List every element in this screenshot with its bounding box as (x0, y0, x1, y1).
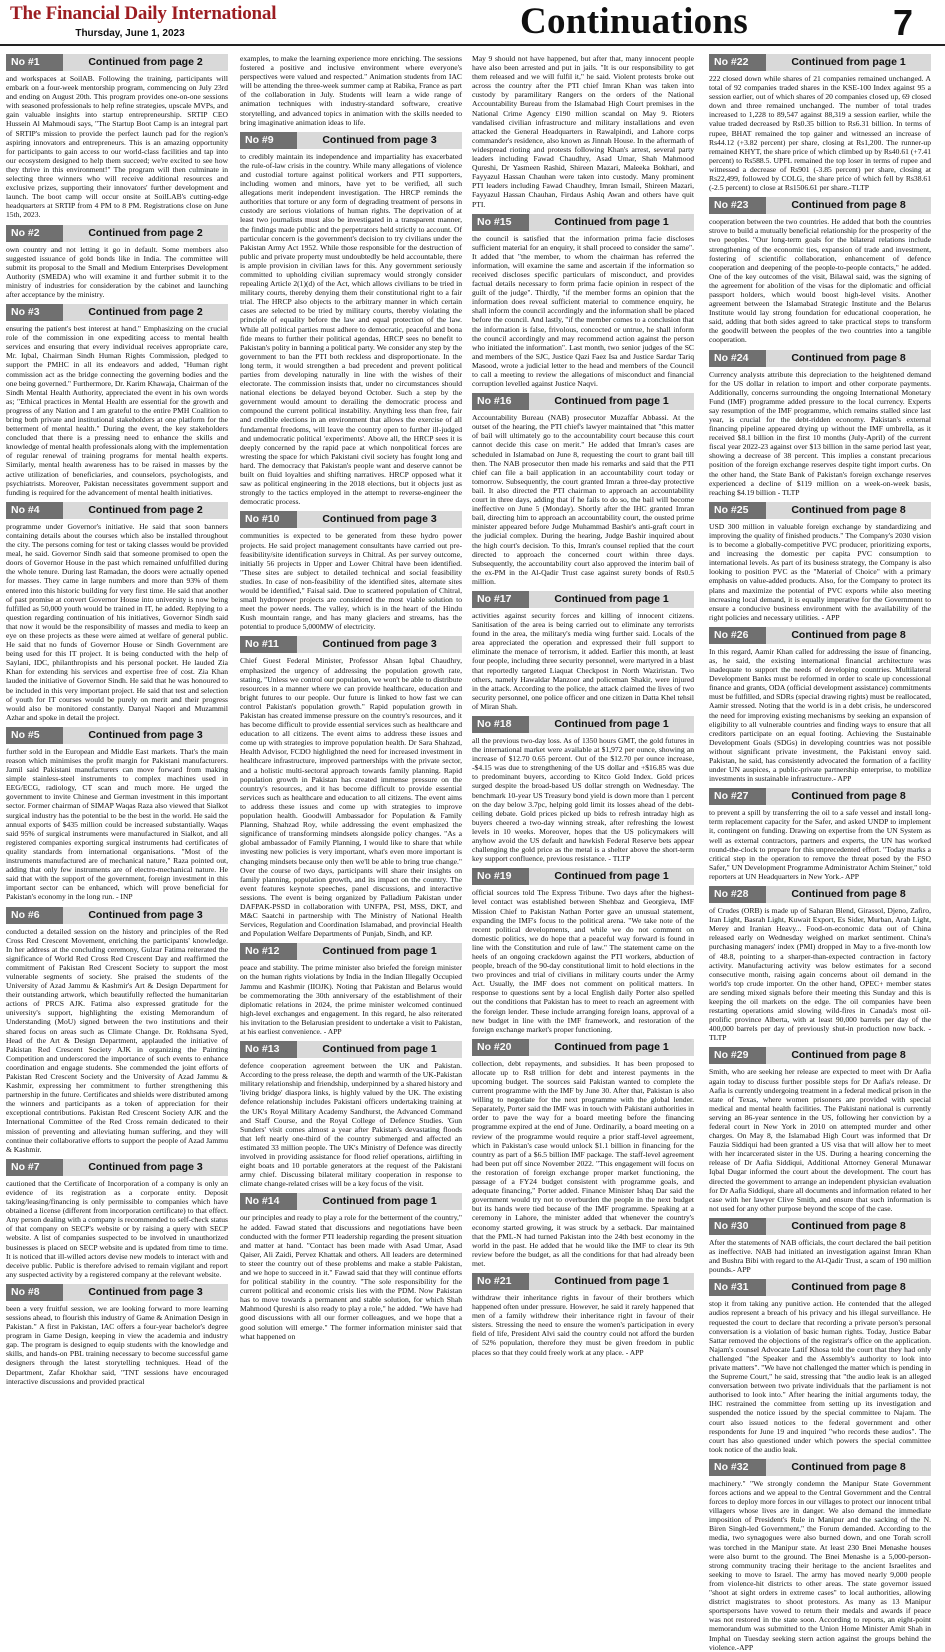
story-body: communities is expected to be generated from these hydro power projects. He said project management consultants have carried out pre-feasibility/site identification surveys in Chitral. As per survey outcome, initially 56 projects in Upper and Lower Chitral have been identified. "These sites are subject to detailed technical and social feasibility studies. In case of non-feasibility of the identified sites, alternate sites would be identified," Faisal said. Due to scattered population of Chitral, small hydropower projects are considered the most viable solution to meet the power needs. The valley, which is in the heart of the Hindu Kush mountain range, and has many glaciers and streams, has the potential to produce 5,000MW of electricity. (240, 531, 462, 632)
story-header (709, 350, 931, 367)
story-number: No #11 (240, 636, 297, 653)
story-body: defence cooperation agreement between the UK and Pakistan. According to the press release, the depth and warmth of the UK-Pakistan military relationship and friendship, underpinned by a shared history and 'living bridge' diaspora links, is highly valued by the UK. The existing defence relationship includes Pakistani officers undertaking training at the UK's Royal Military Academy Sandhurst, the Advanced Command and Staff Course, and the Royal College of Defence Studies. 'Gun Sunders' visit comes almost a year after Pakistan's devastating floods that left nearly one-third of the country submerged and affected an estimated 33 million people. The UK's Ministry of Defence was directly involved in providing assistance for flood relief operations, airlifting in eight boats and 10 portable generators at the request of the Pakistani army chief. Discussing bilateral military cooperation in response to climate change-related crises will be a key focus of the visit. (240, 1061, 462, 1189)
continuation-story (240, 54, 462, 127)
continuation-story (6, 304, 228, 497)
story-body: May 9 should not have happened, but after that, many innocent people have also been arrested and put in jails. "It is our responsibility to get them released and we will fulfil it," he said. Violent protests broke out across the country after the PTI chief Imran Khan was taken into custody by paramilitary Rangers on the orders of the National Accountability Bureau from the Islamabad High Court premises in the National Crime Agency £190 million scandal on May 9. Rioters vandalised civilian infrastructure and military installations and even attacked the General Headquarters in Rawalpindi, and Lahore corps commander's residence, also known as Jinnah House. In the aftermath of widespread rioting and protests following Khan's arrest, several party leaders including Fawad Chaudhry, Asad Umar, Shah Mahmood Qureshi, Dr Yasmeen Rashid, Shireen Mazari, Maleeka Bokhari, and Fayyazul Hassan Chauhan were taken into custody. Many prominent PTI leaders including Fawad Chaudhry, Imran Ismail, Shireen Mazari, Fayyazul Hassan Chauhan, Firdaus Ashiq Awan and others have quit PTI. (472, 54, 694, 209)
column-1 (6, 54, 228, 1526)
story-body: examples, to make the learning experience more enriching. The sessions fostered a positive and inclusive environment where everyone's perspectives were valued and respected." Animation students from IAC will be attending the three-week summer camp at Rabika, France as part of the collaboration in July. Students will learn a wide range of animation techniques with industry-standard software, creative storytelling, and advanced topics in animation with the skills needed to bring imaginative animation ideas to life. (240, 54, 462, 127)
story-number: No #26 (709, 627, 766, 644)
continued-from-label: Continued from page 8 (766, 350, 931, 367)
story-number: No #8 (6, 1284, 63, 1301)
story-body: After the statements of NAB officials, the court declared the bail petition as ineffective. NAB had initiated an investigation against Imran Khan and Bushra Bibi with regard to the Al-Qadir Trust, a scam of 190 million pounds.- APP (709, 1237, 931, 1275)
story-number: No #14 (240, 1193, 297, 1210)
continued-from-label: Continued from page 3 (297, 132, 462, 149)
continuation-story (472, 1039, 694, 1268)
story-body: withdraw their inheritance rights in favour of their brothers which happened often under pressure. However, he said it rarely happened that men of a family withdrew their inheritance right in favour of their sisters. Stressing the need to ensure the women's participation in every field of life, President Alvi said the country could not afford the burden of 52% population, therefore they must be given freedom in public places so that they could freely work at any place. - APP (472, 1292, 694, 1357)
story-body: of Crudes (ORB) is made up of Saharan Blend, Girassol, Djeno, Zafiro, Iran Light, Basrah Light, Kuwait Export, Es Sider, Murban, Arab Light, Merey and Iranian Heavy... Food-on-economic data out of China released early on Wednesday weighed on market sentiment. China's purchasing managers' index (PMI) dropped in May to a five-month low of 48.8, pointing to a sharper-than-expected contraction in factory activity. Manufacturing activity was below estimates for a second consecutive month, raising again concerns about oil demand in the world's top crude importer. On the other hand, OPEC+ member states are sending mixed signals before their meeting this Sunday and this is keeping the oil markets on the edge. The oil companies have been restarting operations amid slowing wild-fires in Canada's most oil-prolific province Alberta, with at least 90,000 barrels per day of the 400,000 barrels per day of previously shut-in production now back. - TLTP (709, 906, 931, 1043)
story-body: the council is satisfied that the information prima facie discloses sufficient material for an enquiry, it shall proceed to consider the same". It added that "the member, to whom the chairman has referred the information, will examine the same and ascertain if the information so received discloses specific particulars of misconduct, and provides factual details necessary to form prima facie opinion in respect of the guilt of the judge". Thirdly, "if the member forms an opinion that the information does reveal sufficient material to commence enquiry, he shall inform the council accordingly and the information shall be placed before the council. And lastly, "if the member comes to a conclusion that the information is false, frivolous, concocted or untrue, he shall inform the council accordingly and may recommend action against the person who initiated the information". Last month, two senior judges of the SC and members of the SJC, Justice Qazi Faez Isa and Justice Sardar Tariq Masood, wrote a judicial letter to the head and members of the Council to call a meeting to review the allegations of misconduct and financial corruption levelled against Justice Naqvi. (472, 233, 694, 389)
story-header (240, 636, 462, 653)
continued-from-label: Continued from page 8 (766, 1459, 931, 1476)
story-number: No #27 (709, 788, 766, 805)
continuation-story (709, 886, 931, 1042)
continuation-story (709, 54, 931, 192)
story-number: No #13 (240, 1041, 297, 1058)
continued-from-label: Continued from page 3 (63, 907, 228, 924)
story-number: No #17 (472, 591, 529, 608)
issue-date: Thursday, June 1, 2023 (75, 28, 185, 39)
story-header (6, 54, 228, 71)
story-number: No #23 (709, 197, 766, 214)
continuation-story (472, 393, 694, 586)
story-number: No #30 (709, 1218, 766, 1235)
continued-from-label: Continued from page 2 (63, 304, 228, 321)
continued-from-label: Continued from page 3 (297, 511, 462, 528)
continuation-story (709, 788, 931, 881)
continued-from-label: Continued from page 3 (63, 1159, 228, 1176)
story-body: 222 closed down while shares of 21 companies remained unchanged. A total of 92 companies traded shares in the KSE-100 Index against 95 a session earlier, out of which shares of 20 companies closed up, 69 closed down and three remained unchanged. The number of total trades increased to 1,228 to 89,547 against 88,319 a session earlier, while the value traded decreased by Rs0.35 billion to Rs6.31 billion. In terms of rupee, BHAT remained the top gainer and witnessed an increase of Rs44.12 (+3.82 percent) per share, closing at Rs1,200. The runner-up remained KHYT, the share price of which climbed up by Rs40.61 (+7.41 percent) to Rs588.5. UPFL remained the top loser in terms of rupee and witnessed a decrease of Rs901 (-3.85 percent) per share, closing at Rs22,499, followed by COLG, the share price of which fell by Rs38.61 (-2.5 percent) to close at Rs1506.61 per share.-TLTP (709, 74, 931, 193)
story-number: No #32 (709, 1459, 766, 1476)
story-body: to prevent a spill by transferring the oil to a safe vessel and install long-term replacement capacity for the Safer, and asked UNDP to implement it, contingent on funding. Drawing on expertise from the UN System as well as external contractors, partners and experts, the UN has worked round-the-clock to prepare for this unprecedented effort. "Today marks a critical step in the operation to remove the threat posed by the FSO Safer," UN Development Programme Administrator Achim Steiner," told reporters at UN Headquarters in New York.- APP (709, 808, 931, 881)
story-header (240, 943, 462, 960)
continued-from-label: Continued from page 1 (766, 54, 931, 71)
continuation-story (6, 727, 228, 902)
story-number: No #21 (472, 1273, 529, 1290)
continued-from-label: Continued from page 1 (297, 943, 462, 960)
story-header (6, 1159, 228, 1176)
continued-from-label: Continued from page 1 (529, 214, 694, 231)
story-header (6, 1284, 228, 1301)
story-header (472, 214, 694, 231)
story-body: own country and not letting it go in default. Some members also suggested issuance of gold bonds like in India. The committee will submit its proposal to the Small and Medium Enterprises Development Authority (SMEDA) who will examine it and further submit it to the ministry of industries for consideration by the cabinet and launching after acceptance by the ministry. (6, 244, 228, 299)
continued-from-label: Continued from page 1 (529, 1039, 694, 1056)
continued-from-label: Continued from page 8 (766, 886, 931, 903)
story-body: official sources told The Express Tribune. Two days after the highest-level contact was established between Shehbaz and Georgieva, IMF Mission Chief to Pakistan Nathan Porter gave an unusual statement, expanding the IMF's focus to the political arena. "We take note of the recent political developments, and while we do not comment on domestic politics, we do hope that a peaceful way forward is found in line with the Constitution and rule of law." The statement came on the heels of an ongoing crackdown against the PTI workers, abduction of people, breach of the 90-day constitutional limit to hold elections in the two provinces and trial of civilians in military courts under the Army Act. Usually, the IMF does not comment on political matters. In response to questions sent by a local English daily Porter also spelled out the conditions that Pakistan has to meet to reach an agreement with the foreign lender. These include arranging foreign loans, approval of a new budget in line with the IMF framework, and restoration of the foreign exchange market's proper functioning. (472, 888, 694, 1034)
story-header (472, 393, 694, 410)
continued-from-label: Continued from page 3 (63, 727, 228, 744)
continued-from-label: Continued from page 3 (63, 1284, 228, 1301)
story-number: No #12 (240, 943, 297, 960)
continuation-story (6, 1159, 228, 1279)
continuation-story (240, 132, 462, 507)
story-body: Currency analysts attribute this depreciation to the heightened demand for the US dollar in relation to import and other corporate payments. Additionally, concerns surrounding the ongoing International Monetary Fund (IMF) programme added pressure to the local currency. Experts say resumption of the IMF programme, which remains stalled since last year, is crucial for the debt-ridden economy. Pakistan's external financing pipeline appeared drying up without the IMF umbrella, as it received $8.1 billion in the first 10 months (July-April) of the current fiscal year 2022-23 against over $13 billion in the same period last year, showing a decrease of 38 percent. This implies a constant precarious position of the foreign exchange reserves despite tight import curbs. On the other hand, the State Bank of Pakistan's foreign exchange reserves experienced a decline of $119 million on a week-on-week basis, reaching $4.19 billion - TLTP (709, 369, 931, 497)
column-4 (709, 54, 931, 1652)
continued-from-label: Continued from page 8 (766, 1047, 931, 1064)
story-number: No #24 (709, 350, 766, 367)
continuation-story (709, 1459, 931, 1652)
continued-from-label: Continued from page 2 (63, 502, 228, 519)
continuation-story (472, 214, 694, 389)
continuation-story (6, 907, 228, 1154)
continued-from-label: Continued from page 8 (766, 1218, 931, 1235)
continuation-story (472, 868, 694, 1034)
story-header (240, 511, 462, 528)
story-header (709, 886, 931, 903)
story-body: our principles and ready to play a role for the betterment of the country," he added. Fawad stated that discussions and negotiations have been conducted with the former PTI leadership regarding the present situation and matter at hand. "Contact has been made with Asad Umar, Asad Qaiser, Ali Zaidi, Pervez Khattak and others. All leaders are determined to steer the country out of these problems and make a stable Pakistan, and we hope to succeed in it." Fawad said that they will continue efforts for political stability in the country. "The sole responsibility for the current political and economic crisis lies with the PDM. Now Pakistan has to move towards a permanent and stable solution, for which Shah Mahmood Qureshi is also ready to play a role," he added. "We have had good discussions with all our former colleagues, and we hope that a good solution will emerge." The former information minister said that what happened on (240, 1213, 462, 1341)
story-body: cautioned that the Certificate of Incorporation of a company is only an evidence of its registration as a corporate entity. Deposit taking/leasing/financing is only permissible to companies which have obtained a license (different from incorporation certificate) to that effect. Any person dealing with a company is recommended to self-check status of that company on SECP's website or by raising a query with SECP website. A list of companies suspected to be involved in unauthorized businesses is placed on SECP website and is updated from time to time. It is noticed that ill-willed actors devise new models to interact with and deceive public. Public is therefore advised to remain vigilant and report any suspected activity by a registered company at the relevant website. (6, 1178, 228, 1279)
story-body: and workspaces at SoilAB. Following the training, participants will embark on a four-week mentorship program, commencing on July 23rd and ending on August 20th. This program provides one-on-one sessions with seasoned professionals to help refine strategies, upscale MVPs, and gain valuable insights into startup entrepreneurship. SRTIP CEO Hussein Al Mahmoudi says, "The Startup Boot Camp is an integral part of SRTIP's mission to provide the perfect launch pad for the region's aspiring innovators and entrepreneurs. This is an amazing opportunity for participants to gain access to our world-class facilities and tap into our ecosystem designed to help them succeed; we're excited to see how they thrive in this environment!" The program will then culminate in selecting three winners who will receive additional resources and exclusive prizes, supporting their innovators' further development and launch. The boot camp will occur onsite at SoilLAB's cutting-edge headquarters at SRTIP from 4 PM to 8 PM. Registrations close on June 15th, 2023. (6, 74, 228, 220)
story-header (6, 502, 228, 519)
story-body: Chief Guest Federal Minister, Professor Ahsan Iqbal Chaudhry, emphasized the urgency of addressing the population growth rate, stating, "Unless we control our population, we won't be able to distribute resources in a manner where we can provide healthcare, education and bright futures to our people. Our future is linked to how fast we can control Pakistan's population growth." Rapid population growth in Pakistan has created immense pressure on the country's resources, and it has become difficult to provide essential services such as healthcare and education to all citizens. The event aims to address these issues and come up with strategies to improve population health. Dr Sara Shahzad, Health Advisor, FCDO highlighted the need for increased investment in healthcare infrastructure, improved partnerships with the private sector, and a holistic multi-sectoral approach towards family planning. Rapid population growth in Pakistan has created immense pressure on the country's resources, and it has become difficult to provide essential services such as healthcare and education to all citizens. The event aims to address these issues and come up with strategies to improve population health. Goodwill Ambassador for Population & Family Planning, Shahzad Roy, while addressing the event emphasized the significance of transforming mindsets alongside policy changes. "As a global ambassador of Family Planning, I would like to share that while investing new policies is very important, what's even more important is changing mindsets because only then we'll be able to bring true change." Over the course of two days, participants will share their insights on family planning, population growth, and its impact on the country. The event features keynote speeches, panel discussions, and interactive sessions. The event is being organized by Palladium Pakistan under DAFPAK-PSSD in collaboration with UNFPA, PSI, MSS, DKT, and M&C Saatchi in partnership with The Ministry of National Health Services, Regulation and Coordination Islamabad, and provincial Health and Population Welfare Departments of Punjab, Sindh, and KP. (240, 656, 462, 939)
story-body: peace and stability. The prime minister also briefed the foreign minister on the human rights violations by India in the Indian Illegally Occupied Jammu and Kashmir (IIOJK). Noting that Pakistan and Belarus would be commemorating the 30th anniversary of the establishment of their diplomatic relations in 2024, the prime minister welcomed continued high-level exchanges and engagement. In this regard, he also reiterated his invitation to the Belarusian president to undertake a visit to Pakistan, at his earliest convenience. - APP (240, 963, 462, 1036)
masthead (0, 0, 945, 46)
story-body: further sold in the European and Middle East markets. That's the main reason which minimises the profit margin for Pakistani manufacturers. Jamil said Pakistani manufacturers can move forward from making simple stainless-steel instruments to complex machines used in EEG/ECG, radiology, CT scan and much more. He urged the government to invite Chinese and German investment in this important sector. Former chairman of SIMAP Waqas Raza also viewed that Sialkot surgical industry has the potential to be the best in the world. He said the annual exports of $435 million could be increased substantially. Waqas said 95% of surgical instruments were manufactured in Sialkot, and all registered companies exporting surgical instruments had certificates of quality standards from international organisations. "Most of the instruments manufactured are of mechanical nature," Raza pointed out, adding that only few instruments are of electro-mechanical nature. He said that with the support of the government, foreign investment in this important sector can be enhanced, which will prove beneficial for Pakistan's economy in the long run. - INP (6, 746, 228, 902)
story-header (709, 1047, 931, 1064)
story-body: all the previous two-day loss. As of 1350 hours GMT, the gold futures in the international market were available at $1,972 per ounce, showing an increase of $12.70 0.65 percent. Out of the $12.70 per ounce increase, -$4.15 was due to strengthening of the US dollar and +$16.85 was due to predominant buyers, according to Kitco Gold Index. Gold prices surged despite the broad-based US dollar strength on Wednesday. The benchmark 10-year US Treasury bond yield is down more than 1 percent on the day below 3.7pc, helping gold limit its losses ahead of the debt-ceiling debate. Gold prices picked up bids to refresh intraday high as buyers cheered a two-day winning streak, after refreshing the lowest levels in 10 weeks. Moreover, hopes that the US policymakers will anyhow avoid the US default and hawkish Federal Reserve bets appear challenging the gold price as the metal is a shelter above the short-term key support confluence, previous resistance. - TLTP (472, 736, 694, 864)
story-header (472, 591, 694, 608)
continuation-story (472, 54, 694, 209)
story-number: No #19 (472, 868, 529, 885)
continuation-story (709, 350, 931, 497)
story-number: No #15 (472, 214, 529, 231)
story-body: machinery." "We strongly condemn the Manipur State Government forces actions and we appeal to the Central Government and the Central forces to deploy more forces in our villages to protect our innocent tribal villagers whose lives are in danger. We also demand the immediate imposition of President's Rule in Manipur and the sacking of the N. Biren Singh-led Government," the Forum demanded. According to the media, two synagogues were also burned down, and one Torah scroll was torched in the Manipur state. At least 230 Bnei Menashe houses were also burnt to the ground. The Bnei Menashe is a 5,000-person-strong community tracing their heritage to the ancient Israelites and seeking to move to Israel. The army has moved nearly 9,000 people from violence-hit districts to other areas. The state governor issued "shoot at sight orders in extreme cases" to local authorities, allowing district magistrates to shoot protestors. As many as 13 Manipur sportspersons have vowed to return their medals and awards if peace was not restored in the state soon. According to reports, an eight-point memorandum was submitted to the Union Home Minister Amit Shah in Imphal on Tuesday seeking stern action against the groups behind the violence.-APP (709, 1478, 931, 1652)
story-header (472, 868, 694, 885)
story-header (709, 502, 931, 519)
story-header (709, 788, 931, 805)
story-body: Smith, who are seeking her release are expected to meet with Dr Aafia again today to discuss further possible steps for Dr Aafia's release. Dr Aafia is currently undergoing treatment in a federal medical prison in the state of Texas, where women prisoners are provided with special medical and mental health facilities. The Pakistani national is currently serving an 86-year sentence in the US, following her conviction by a federal court in New York in 2010 on attempted murder and other charges. On May 8, the Islamabad High Court was informed that Dr Fauzia Siddiqui had been granted a US visa that will allow her to meet with her incarcerated sister in the US. During a hearing concerning the release of Dr Aafia Siddiqui, Additional Attorney General Munawar Iqbal Dugar informed the court about the development. The court has directed the government to arrange an independent physician evaluation for Dr Aafia Siddiqui, share all documents and information related to her case with her lawyer Clive Smith, and ensure that such information is not used for any other purpose beyond the scope of the case. (709, 1067, 931, 1213)
continued-from-label: Continued from page 1 (529, 1273, 694, 1290)
story-header (472, 716, 694, 733)
continuation-story (709, 627, 931, 783)
story-number: No #1 (6, 54, 63, 71)
continuation-story (709, 1047, 931, 1213)
story-number: No #18 (472, 716, 529, 733)
story-number: No #25 (709, 502, 766, 519)
story-body: ensuring the patient's best interest at hand." Emphasizing on the crucial role of the commission in one expediting access to mental health services and ensuring that every individual receives appropriate care, Mr. Iqbal, Chairman Sindh Human Rights Commission, pledged to support the PMHC in all its endeavors and added, "Human right commission act as the bridge connecting the governing bodies and the one being governed." Furthermore, Dr. Karim Khawaja, Chairman of the Sindh Mental Health Authority, appreciated the event in his own words as; "Ethical practices in Mental Health are essential for the growth and progress of any Nation and I am grateful to the entire PMH Coalition to bring both private and institutional stakeholders at one platform for the betterment of mental health." During the event, the key stakeholders concluded that there is a pressing need to enhance the skills and knowledge of mental health professionals along with the implementation of regular renewal of training programs for mental health experts. Similarly, mental health awareness has to be raised in masses by the active utilization of beneficiaries, and counselors, psychologists, and psychiatrists. Moreover, Pakistan necessitates government support and funding is required for the advancement of mental health initiatives. (6, 324, 228, 497)
continuation-story (6, 502, 228, 722)
continuation-story (472, 1273, 694, 1357)
story-number: No #29 (709, 1047, 766, 1064)
story-body: activities against security forces and killing of innocent citizens. Sanitisation of the area is being carried out to eliminate any terrorists found in the area, the military's media wing further said. Locals of the area appreciated the operation and expressed their full support to eliminate the menace of terrorism, it added. Earlier this month, at least four people, including three security personnel, were martyred in a blast that reportedly targeted Liaquat Checkpost in North Waziristan. Two others, namely Hawaldar Manzoor and policeman Shakir, were injured in the attack. According to the police, the attack claimed the lives of two security personnel, one police officer and one citizen in Datta Khel tehsil of Miran Shah. (472, 610, 694, 711)
story-header (709, 1459, 931, 1476)
story-number: No #31 (709, 1279, 766, 1296)
continued-from-label: Continued from page 8 (766, 788, 931, 805)
story-number: No #22 (709, 54, 766, 71)
story-body: cooperation between the two countries. He added that both the countries strove to build a mutually beneficial relationship for the prosperity of the two peoples. "Our long-term goals for the bilateral relations include strengthening of the economic ties, expansion of trade and investment, fostering of scientific collaboration, enhancement of defence cooperation and deepening of the people-to-people contacts," he added. One of the key outcomes of the visit, Bilawal said, was the signing of the agreement for abolition of the visas for the diplomatic and official passport holders, which would boost high-level visits. Another agreement between the Islamabad Strategic Institute and the Belarus Institute would lay strong foundation for educational cooperation, he said, adding that both sides agreed to take practical steps to transform the goodwill between the peoples of the two countries into a tangible cooperation. (709, 217, 931, 345)
continued-from-label: Continued from page 3 (297, 636, 462, 653)
story-header (240, 1041, 462, 1058)
continued-from-label: Continued from page 1 (529, 591, 694, 608)
story-number: No #4 (6, 502, 63, 519)
story-header (709, 1279, 931, 1296)
story-body: In this regard, Aamir Khan called for addressing the issue of financing, as, he said, the existing international financial architecture was inadequate to support the needs of developing countries. Multilateral Development Banks must be reformed in order to scale up concessional finance and grants, ODA (official development assistance) commitments must be fulfilled, and SDRs (special drawing rights) must be reallocated, Aamir stressed. Noting that the world is in a debt crisis, he underscored the need for improving existing mechanisms by seeking an expansion of eligibility to all vulnerable countries and finding ways to ensure that all creditors participate on an equal footing. Achieving the Sustainable Development Goals (SDGs) in developing countries was not possible without significant private investment, the Pakistani envoy said. Pakistan, he said, has consistently advocated the formation of a facility under UN auspices, a public-private partnership enterprise, to mobilize investments in sustainable infrastructure.- APP (709, 646, 931, 784)
continued-from-label: Continued from page 1 (529, 868, 694, 885)
continuation-story (709, 1279, 931, 1454)
story-header (709, 54, 931, 71)
continued-from-label: Continued from page 2 (63, 54, 228, 71)
story-header (472, 1039, 694, 1056)
story-number: No #9 (240, 132, 297, 149)
story-number: No #10 (240, 511, 297, 528)
story-body: USD 300 million in valuable foreign exchange by standardizing and improving the quality of finished products." The Company's 2030 vision is to become a globally-competitive PVC producer, prioritizing exports, and increasing the domestic per capita PVC consumption to international levels. As part of its business strategy, the Company is also looking to position PVC as the "Material of Choice" with a primary emphasis on value-added products. Also, for the Company to protect its plans and maximize the potential of PVC exports while also meeting increasing local demand, it is equally imperative for the Government to ensure a conducive business environment with the availability of the right policies and necessary utilities. - APP (709, 521, 931, 622)
section-title: Continuations (520, 1, 749, 42)
continuation-story (472, 716, 694, 863)
story-header (709, 197, 931, 214)
story-number: No #2 (6, 225, 63, 242)
story-number: No #16 (472, 393, 529, 410)
continuation-story (6, 54, 228, 220)
continuation-story (472, 591, 694, 711)
story-number: No #7 (6, 1159, 63, 1176)
story-body: to credibly maintain its independence and impartiality has exacerbated the rule-of-law crisis in the country. While many allegations of violence and custodial torture against political workers and PTI supporters, including women and minors, have yet to be verified, all such allegations merit independent investigation. The HRCP reminds the authorities that torture or any form of degrading treatment of persons in custody are serious violations of human rights. The deprivation of at least two journalists must also be investigated in a transparent manner, the findings made public and the perpetrators held strictly to account. Of particular concern is the government's decision to try civilians under the Pakistan Army Act 1952. While those responsible for the destruction of public and private property must undoubtedly be held accountable, there is ample provision in civilian laws for this. Any government seriously committed to upholding civilian supremacy would strongly consider repealing Article 2(1)(d) of the Act, which allows civilians to be tried in military courts, thereby denying them their constitutional right to a fair trial. The HRCP also objects to the arbitrary manner in which certain cases are selected to be tried by military courts, thereby violating the principle of equality before the law and equal protection of the law. While all political parties must adhere to democratic, peaceful and bona fide means to further their political agendas, HRCP sees no benefit to Pakistan's polity in banning a political party. We consider any step by the government to ban the PTI both reckless and disproportionate. In the long term, it would strengthen a bad precedent and prevent political parties from developing naturally in line with the wishes of their electorate. The commission insists that, under no circumstances should national elections be delayed beyond October. Such a step by the government would amount to derailing the democratic process and compound the current political instability. Anything less than free, fair and credible elections in an environment that allows the exercise of all fundamental freedoms, will leave the country open to further ill-judged and undemocratic political 'experiments'. Above all, the HRCP sees it is deeply concerned by the rapid pace at which nonpolitical forces are wresting the space for which Pakistani civil society has fought long and hard. The democracy that Pakistan's people want and deserve cannot be built on fluid loyalties and shifting narratives. HRCP opposed what it saw as political engineering in the 2018 elections, but it objects just as strongly to the tactics employed in the attempt to reverse-engineer the democratic process. (240, 151, 462, 507)
story-number: No #6 (6, 907, 63, 924)
continuation-story (240, 511, 462, 631)
continuation-story (240, 636, 462, 938)
story-body: Accountability Bureau (NAB) prosecutor Muzaffar Abbassi. At the outset of the hearing, the PTI chief's lawyer maintained that "this matter of bail will ultimately go to the accountability court because this court cannot decide this case on merit." He added that Imran's cases are scheduled in Islamabad on June 8, requesting the court to grant bail till then. The NAB prosecutor then made his remarks and said that the PTI chief can file a bail application in an accountability court today or tomorrow. Subsequently, the court granted Imran a three-day protective bail. It also directed the PTI chairman to approach an accountability court in three days, adding that if he fails to do so, the bail will become ineffective on June 5 (Monday). Shortly after the IHC granted Imran bail, directing him to approach an accountability court, the ousted prime minister appeared before Judge Muhammad Bashir's anti-graft court in the judicial complex. During the hearing, Judge Bashir inquired about the high court's decision. To this, Imran's counsel replied that the court directed to approach the concerned court within three days. Subsequently, the accountability court also approved the interim bail of the ex-PM in the Al-Qadir Trust case against surety bonds of Rs0.5 million. (472, 413, 694, 586)
masthead-brand (10, 3, 277, 39)
story-header (240, 1193, 462, 1210)
column-3 (472, 54, 694, 1526)
continued-from-label: Continued from page 1 (529, 716, 694, 733)
story-header (6, 727, 228, 744)
page-number: 7 (892, 2, 914, 43)
continued-from-label: Continued from page 2 (63, 225, 228, 242)
continuation-story (709, 502, 931, 622)
story-number: No #5 (6, 727, 63, 744)
story-body: conducted a detailed session on the history and principles of the Red Cross Red Crescent Movement, enriching the participants' knowledge. In her address at the concluding ceremony, Gulzar Fatima reiterated the significance of World Red Cross Red Crescent Day and reaffirmed the commitment of Pakistan Red Crescent Society to support the most vulnerable segments of society. She praised the students of the University of Azad Jammu & Kashmir's Art & Design Department for their outstanding artwork, which beautifully reflected the humanitarian actions of PRCS AJK. Fatima also expressed gratitude for the university's support, highlighting the existing Memorandum of Understanding (MoU) signed between the two institutions and their shared focus on areas such as Climate Change. Dr. Rokhsana Syed, Head of the Art & Design Department, applauded the initiative of Pakistan Red Crescent Society AJK in organizing the Painting Competition and underscored the importance of such events to enhance coordination and engage students. She commended the joint efforts of Pakistan Red Crescent Society and the University of Azad Jammu & Kashmir, expressing her commitment to further strengthening this partnership in the future. Certificates and shields were distributed among the winners and participants as a token of appreciation for their exceptional contributions. Pakistan Red Crescent Society AJK and the International Committee of the Red Cross remain dedicated to their mission of preventing and alleviating human suffering, and they will continue their collaborative efforts to support the people of Azad Jammu & Kashmir. (6, 926, 228, 1154)
continuation-story (709, 1218, 931, 1274)
story-body: collection, debt repayments, and subsidies. It has been proposed to allocate up to Rs8 trillion for debt and interest payments in the upcoming budget. The sources said Pakistan wanted to complete the current programme with the IMF by June 30. After that, Pakistan is also willing to negotiate for the next programme with the global lender. Separately, Porter said the IMF was in touch with Pakistani authorities in order to pave the way for a board meeting before the financing programme expired at the end of June. Ordinarily, a board meeting on a review of the programme would require a prior staff-level agreement, which in Pakistan's case would unlock $1.1 billion in financing for the country as part of a $6.5 billion IMF package. The staff-level agreement had been put off since November 2022. "This engagement will focus on the restoration of foreign exchange proper market functioning, the passage of a FY24 budget consistent with programme goals, and adequate financing," Porter added. Finance Minister Ishaq Dar said the government would try not to overburden the people in the next budget but its hands were tied because of the IMF programme. Speaking at a ceremony in Lahore, the minister added that whenever the country's economy started growing, it was struck by a setback. Dar maintained that the PML-N had turned Pakistan into the 24th best economy in the world in the past. He added that he would like the IMF to clear its 9th review before the budget, as all the conditions for that had already been met. (472, 1058, 694, 1268)
continuation-story (240, 943, 462, 1036)
story-body: programme under Governor's initiative. He said that soon banners containing details about the courses which also be installed throughout the city. The persons coming for test or taking classes would be provided meal, he said. Governor Sindh said that someone promised to open the doors of Governor House in the past which remained unfulfilled during the whole tenure. During last Ramadan, the doors were actually opened for masses. They came in large numbers and more than 93% of them entered into this historic building for very first time. He said that another of past promise at convert Governor House into university is now being fulfilled as 50,000 youth would be trained in IT, he added. Replying to a question regarding continuation of his initiatives, Governor Sindh said that now it would be the responsibility of masses and media to keep an eye on these projects as these were aimed at welfare of general public. He said that no funds of Governor House or Sindh Government are being used for this IT project. It is being conducted with the help of Saylani, IDC, philanthropists and his personal pocket. He lauded Zia Khan for extending his services and expertise free of cost. Zia Khan lauded the initiative of Governor Sindh. He said that he was honoured to be included in this very important project. He said that test and selection of youth for IT courses would be purely on merit and their progress would also be monitored constantly. Danyal Naqori and Muzammil Azhar and spoke in detail the project. (6, 521, 228, 722)
continuation-story (6, 1284, 228, 1386)
continued-from-label: Continued from page 1 (297, 1193, 462, 1210)
story-header (240, 132, 462, 149)
story-number: No #3 (6, 304, 63, 321)
story-header (6, 225, 228, 242)
continuation-story (240, 1041, 462, 1188)
continued-from-label: Continued from page 8 (766, 1279, 931, 1296)
paper-name: The Financial Daily International (10, 3, 277, 24)
story-header (6, 907, 228, 924)
story-header (472, 1273, 694, 1290)
continued-from-label: Continued from page 1 (297, 1041, 462, 1058)
continuation-story (240, 1193, 462, 1340)
column-2 (240, 54, 462, 1526)
continued-from-label: Continued from page 1 (529, 393, 694, 410)
story-number: No #20 (472, 1039, 529, 1056)
story-body: stop it from taking any punitive action. He contended that the alleged audios represent a breach of his privacy and his illegal surveillance. He requested the court to declare that recording a private person's personal conversation is a violation of basic human rights. Today, Justice Babar Sattar removed the objections of the registrar's office on the application. Najam's counsel Advocate Latif Khosa told the court that they had only challenged "the Speaker and the Assembly's authority to look into private matters". "We have not challenged the matter which is pending in the Supreme Court," he said, stressing that "the audio leak is an alleged conversation between two private individuals that the parliament is not authorised to look into." After hearing the initial arguments today, the IHC restrained the committee from setting up its investigation and suspended the notice issued by the special committee to Najam. The court also issued notices to the federal government and other respondents for June 19 and inquired "who records these audios". The court has also questioned under which powers the special committee took notice of the audio leak. (709, 1299, 931, 1454)
continued-from-label: Continued from page 8 (766, 502, 931, 519)
continuation-story (709, 197, 931, 344)
story-header (6, 304, 228, 321)
continued-from-label: Continued from page 8 (766, 627, 931, 644)
story-number: No #28 (709, 886, 766, 903)
story-header (709, 627, 931, 644)
story-body: been a very fruitful session, we are looking forward to more learning sessions ahead, to flourish this industry of Game & Animation Design in Pakistan." A first in Pakistan, IAC offers a four-year bachelor's degree program in Game Design, keeping in view the academia and industry gap. The program is designed to equip students with the knowledge and skills, and hands-on PBL training necessary to become successful game designers through the latest storytelling techniques. Head of the Department, Zafar Khokhar said, "TNT sessions have encouraged interactive discussions and provided practical (6, 1303, 228, 1386)
continued-from-label: Continued from page 8 (766, 197, 931, 214)
story-header (709, 1218, 931, 1235)
continuation-story (6, 225, 228, 300)
